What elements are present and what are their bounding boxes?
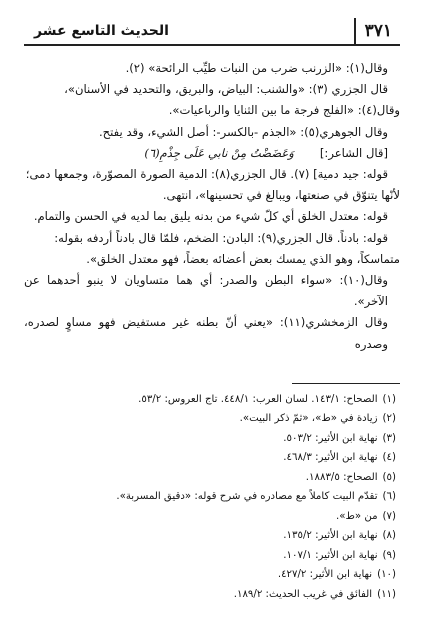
paragraph: وقال(٤): «الفلج فرجة ما بين الثنايا والرباعيات».: [168, 103, 400, 118]
footnote-separator: [292, 383, 400, 384]
footnote-text: نهاية ابن الأثير: ١٣٥/٢.: [283, 530, 378, 542]
paragraph: قوله: بادناً. قال الجزري(٩): البادن: الضخم، فلمّا قال بادناً أردفه بقوله:: [54, 230, 388, 245]
footnote-text: الصحاح: ١٨٨٣/٥.: [305, 471, 378, 483]
footnote-text: نهاية ابن الأثير: ٤٦٨/٣.: [283, 452, 378, 464]
footnotes: [24, 390, 400, 605]
footnote-text: الفائق في غريب الحديث: ١٨٩/٢.: [233, 588, 373, 600]
paragraph: قوله: جيد دمية] (٧). قال الجزري(٨): الدمية الصورة المصوّرة، وجمعها دمى؛: [25, 167, 388, 182]
footnote-number: (٦): [382, 491, 396, 503]
footnote-number: (٨): [382, 530, 396, 542]
footnote-number: (٢): [382, 413, 396, 425]
paragraph: وقال(١): «الزرنب ضرب من النبات طيِّب الرائحة» (٢).: [125, 61, 388, 75]
paragraph: لأنّها يتنوّق في صنعتها، ويبالغ في تحسينها»، انتهى.: [162, 188, 400, 203]
main-text: [24, 58, 400, 355]
footnote-number: (٧): [382, 510, 396, 522]
footnote: [24, 390, 400, 410]
footnote: [24, 565, 400, 585]
footnote: [24, 546, 400, 566]
footnote: [24, 468, 400, 488]
header-rule: [24, 44, 400, 46]
footnote: [24, 585, 400, 605]
footnote-text: تقدّم البيت كاملاً مع مصادره في شرح قوله: «دقيق المسربة».: [116, 491, 378, 503]
footnote-text: نهاية ابن الأثير: ١٠٧/١.: [283, 549, 378, 561]
footnote-number: (١٠): [377, 569, 396, 581]
footnote: [24, 507, 400, 527]
footnote: [24, 409, 400, 429]
paragraph: متماسكاً، وهو الذي يمسك بعض أعضائه بعضاً، فهو معتدل الخلق».: [86, 251, 400, 266]
footnote-number: (٩): [382, 549, 396, 561]
footnote-number: (٥): [382, 471, 396, 483]
poem-intro: [قال الشاعر:]: [319, 145, 388, 160]
footnote-number: (٤): [382, 452, 396, 464]
paragraph: وقال الجوهري(٥): «الجذم -بالكسر-: أصل الشيء، وقد يفتح.: [99, 124, 388, 139]
poem-verse: وَعَضَضْتُ مِنْ نابي عَلَى جِذْمِ(٦): [144, 145, 294, 160]
footnote-number: (١): [382, 393, 396, 405]
footnote-text: نهاية ابن الأثير: ٥٠٣/٢.: [283, 432, 378, 444]
poem-line: [24, 143, 400, 164]
footnote-text: نهاية ابن الأثير: ٤٢٧/٢.: [277, 569, 373, 581]
footnote: [24, 487, 400, 507]
running-title: الحديث التاسع عشر: [34, 23, 169, 39]
paragraph: وقال الزمخشري(١١): «يعني أنّ بطنه غير مستفيض فهو مساوٍ لصدره، وصدره: [24, 315, 389, 351]
footnote: [24, 429, 400, 449]
footnote: [24, 526, 400, 546]
footnote-number: (٣): [382, 432, 396, 444]
paragraph: قوله: معتدل الخلق أي كلّ شيء من بدنه يليق بما لديه في الحسن والتمام.: [33, 209, 388, 224]
page-number: ٣٧١: [364, 21, 392, 41]
footnote: [24, 448, 400, 468]
footnote-text: الصحاح: ١٤٣/١. لسان العرب: ٤٤٨/١. تاج العروس: ٥٣/٢.: [138, 393, 378, 405]
paragraph: قال الجزري (٣): «والشنب: البياض، والبريق، والتحديد في الأسنان»،: [64, 82, 388, 97]
footnote-text: من «ط».: [335, 510, 378, 522]
footnote-text: زيادة في «ط»، «ثمّ ذكر البيت».: [239, 413, 378, 425]
paragraph: وقال(١٠): «سواء البطن والصدر: أي هما متساويان لا ينبو أحدهما عن الآخر».: [24, 273, 388, 309]
page-header: [24, 18, 400, 46]
footnote-number: (١١): [377, 588, 396, 600]
